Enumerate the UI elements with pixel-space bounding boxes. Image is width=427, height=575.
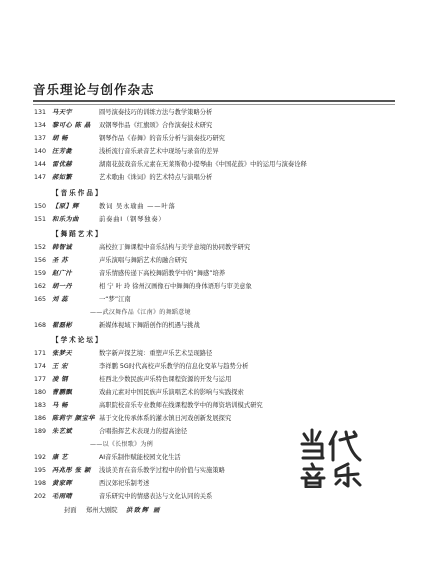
page-number: 180 [34,389,47,396]
page-number: 168 [34,322,47,329]
page-number: 140 [34,148,47,155]
article-title: 湖南花鼓戏音乐元素在无莱斯勒小提琴曲《中国花鼓》中的运用与演奏诠释 [99,161,307,168]
page-number: 183 [34,402,47,409]
article-title: 戏曲元素对中国民族声乐演唱艺术的影响与实践探索 [99,389,244,396]
article-title: 高职院校音乐专业教师在线课程教学中的师资培训模式研究 [99,402,263,409]
toc-entry[interactable] [34,201,176,212]
cover-work: 郑州大剧院 [86,507,118,514]
author: 毛雨晴 [52,493,73,500]
toc-entry[interactable] [34,294,131,305]
article-title: 数字新声探艺境：重塑声乐艺术呈现路径 [99,350,213,357]
author: 黄家晖 [52,480,73,487]
article-title: 浅析流行音乐录音艺术中现场与录音的差异 [99,148,219,155]
article-title: 艺术歌曲《诛词》的艺术特点与演唱分析 [99,174,213,181]
author: 雷优赫 [52,161,73,168]
article-title: AI音乐制作赋能校园文化生活 [99,454,181,461]
author: 圣 苏 [52,257,68,264]
toc-entry[interactable] [34,172,212,183]
author: 和乐为曲 [52,216,79,223]
article-title: 西汉郊祀乐制考述 [99,480,150,487]
toc-entry[interactable] [34,242,250,253]
subtitle-note: ——以《长恨歌》为例 [90,441,154,448]
author: 黎可心 陈 晶 [52,122,91,129]
toc-entry[interactable] [34,413,231,424]
page-number: 147 [34,174,47,181]
journal-title: 音乐理论与创作杂志 [33,82,155,97]
page-number: 150 [34,203,47,210]
page-number: 162 [34,283,47,290]
author: 陈莉宇 颜宝华 [52,415,95,422]
article-title: 相 宁 叶 玲 徐州汉画像石中舞舞的身体语形与审美意象 [99,283,252,290]
cover-artist: 洪致辉 画 [126,507,161,514]
page-number: 174 [34,363,47,370]
toc-entry[interactable] [34,426,187,437]
author: 胡 畅 [52,135,68,142]
calligraphy-seal-logo [298,428,378,488]
article-title: 音乐研究中的情感表达与文化认同的关系 [99,493,213,500]
author: 【原】辉 [52,203,79,210]
page-number: 186 [34,415,47,422]
article-title: 新媒体视域下舞蹈创作的机遇与挑战 [99,322,200,329]
author: 马天宇 [52,109,73,116]
author: 翟磊彬 [52,322,73,329]
article-title: 教词 吴永瑜曲 ——叶落 [99,203,176,210]
article-title: 李祥鹏 5G时代高校声乐教学的信息化变革与趋势分析 [99,363,249,370]
subtitle-note: ——武汉舞作品《江南》的舞蹈意境 [90,309,191,316]
author: 康 艺 [52,454,68,461]
article-title: 一“梦”江南 [99,296,131,303]
author: 朱艺斌 [52,428,73,435]
page-number: 131 [34,109,47,116]
section-heading-dance: 【舞蹈艺术】 [52,230,104,238]
toc-entry[interactable] [34,255,187,266]
toc-entry[interactable] [34,281,252,292]
toc-entry[interactable] [34,133,225,144]
author: 张梦天 [52,350,73,357]
cover-credit [64,505,161,516]
author: 赵广汁 [52,270,73,277]
page-number: 134 [34,122,47,129]
toc-entry[interactable] [34,400,263,411]
toc-entry[interactable] [34,465,225,476]
toc-entry[interactable] [34,146,219,157]
article-title: 高校拉丁舞课程中音乐结构与美学意境的协同教学研究 [99,244,251,251]
author: 曹鹏飘 [52,389,73,396]
page-number: 144 [34,161,47,168]
article-title: 钢琴作品《春舞》的音乐分析与演奏技巧研究 [99,135,225,142]
toc-entry[interactable] [34,120,212,131]
article-title: 基于文化传承体系的灌水镇日河戏创新发展探究 [99,415,232,422]
toc-entry[interactable] [34,348,212,359]
cover-label: 封面 [64,507,77,514]
toc-entry[interactable] [34,107,212,118]
toc-entry[interactable] [34,452,181,463]
toc-entry[interactable] [34,478,149,489]
article-title: 圆号演奏技巧的训练方法与教学策略分析 [99,109,213,116]
article-title: 音乐情感传递下高校舞蹈教学中的“舞感”培养 [99,270,226,277]
author: 刘 蕊 [52,296,68,303]
author: 王 宏 [52,363,68,370]
page-number: 198 [34,480,47,487]
page-number: 159 [34,270,47,277]
author: 韩智诚 [52,244,73,251]
page-number: 156 [34,257,47,264]
toc-entry[interactable] [34,374,231,385]
article-title: 前奏曲Ⅰ（钢琴独奏） [99,216,166,223]
page-number: 165 [34,296,47,303]
page-number: 189 [34,428,47,435]
page-number: 195 [34,467,47,474]
author: 郝如繁 [52,174,73,181]
section-heading-works: 【音乐作品】 [52,189,104,197]
toc-entry[interactable] [34,268,225,279]
article-title: 桂西北少数民族声乐特色课程资源的开发与运用 [99,376,232,383]
toc-entry[interactable] [34,320,200,331]
author: 凌 钢 [52,376,68,383]
page-number: 152 [34,244,47,251]
author: 汪芳彘 [52,148,73,155]
page-number: 137 [34,135,47,142]
author: 冯兆彤 张 颖 [52,467,91,474]
article-title: 合唱指挥艺术表现力的提高途径 [99,428,188,435]
toc-entry[interactable] [34,387,244,398]
author: 胡一丹 [52,283,73,290]
toc-entry[interactable] [34,491,212,502]
page-number: 151 [34,216,47,223]
page-number: 202 [34,493,47,500]
page-number: 177 [34,376,47,383]
article-title: 浅谈美育在音乐教学过程中的价值与实施策略 [99,467,225,474]
section-heading-forum: 【学术论坛】 [52,336,104,344]
page-number: 171 [34,350,47,357]
page-number: 192 [34,454,47,461]
toc-entry[interactable] [34,159,307,170]
toc-entry[interactable] [34,361,248,372]
toc-entry[interactable] [34,214,166,225]
author: 马 畅 [52,402,68,409]
article-title: 双钢琴作品《红旗颂》合作演奏技术研究 [99,122,213,129]
article-title: 声乐演唱与舞蹈艺术的融合研究 [99,257,188,264]
